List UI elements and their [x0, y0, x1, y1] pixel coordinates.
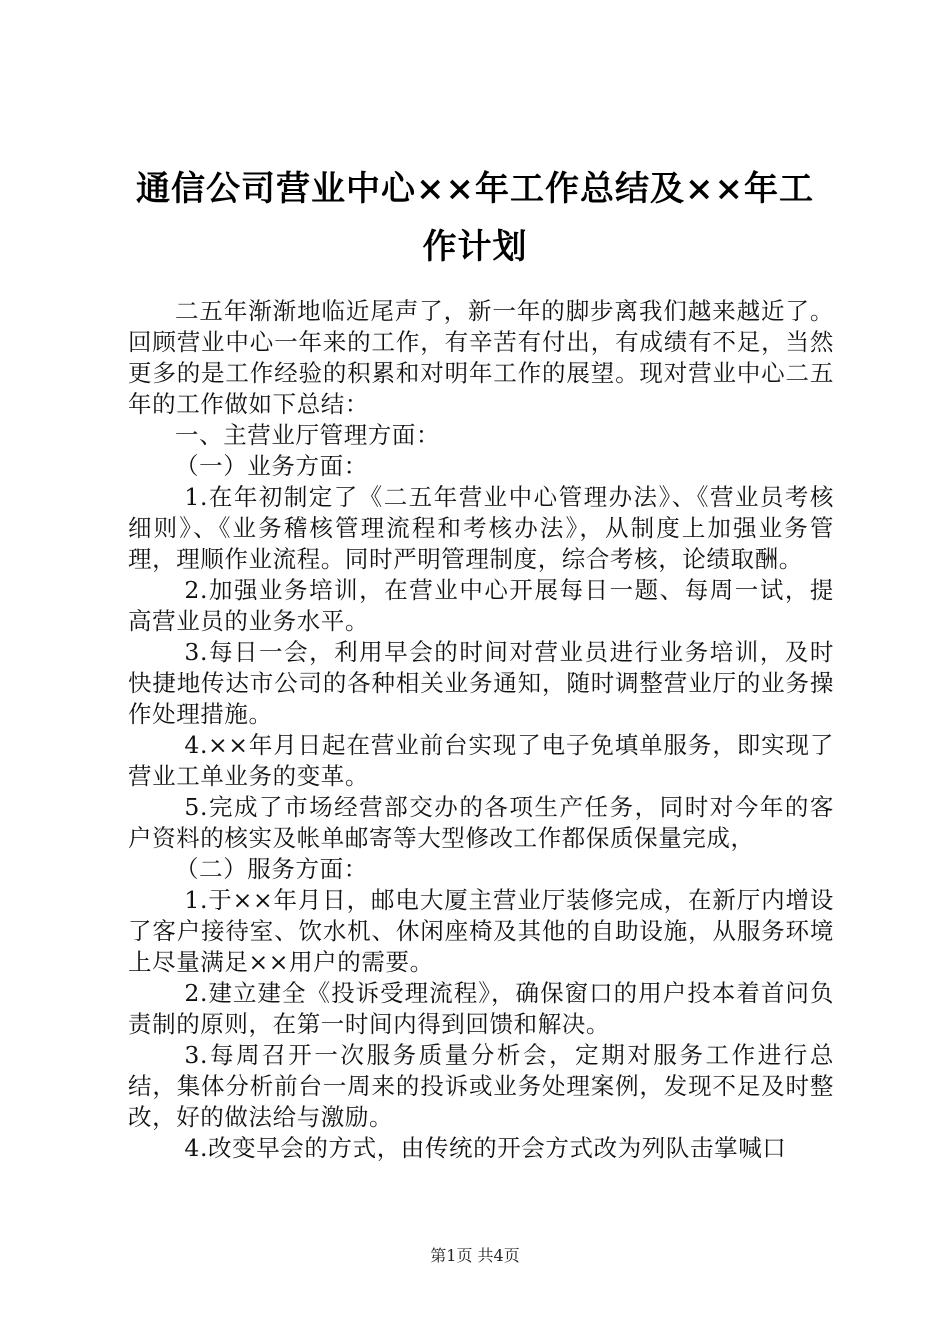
paragraph: 2.建立建全《投诉受理流程》，确保窗口的用户投本着首问负责制的原则，在第一时间内得到回馈和解决。: [128, 979, 834, 1038]
document-title: 通信公司营业中心××年工作总结及××年工作计划: [136, 169, 814, 267]
paragraph: （一）业务方面：: [175, 452, 368, 480]
document-body: [128, 296, 834, 1164]
paragraph: 一、主营业厅管理方面：: [175, 421, 441, 449]
paragraph: 4.××年月日起在营业前台实现了电子免填单服务，即实现了营业工单业务的变革。: [128, 731, 834, 790]
paragraph: 1.于××年月日，邮电大厦主营业厅装修完成，在新厅内增设了客户接待室、饮水机、休闲座椅及其他的自助设施，从服务环境上尽量满足××用户的需要。: [128, 886, 834, 976]
paragraph: （二）服务方面：: [175, 855, 368, 883]
paragraph: 3.每周召开一次服务质量分析会，定期对服务工作进行总结，集体分析前台一周来的投诉或业务处理案例，发现不足及时整改，好的做法给与激励。: [128, 1041, 834, 1131]
paragraph: 二五年渐渐地临近尾声了，新一年的脚步离我们越来越近了。回顾营业中心一年来的工作，有辛苦有付出，有成绩有不足，当然更多的是工作经验的积累和对明年工作的展望。现对营业中心二五年的工作做如下总结：: [128, 297, 834, 418]
paragraph: 3.每日一会，利用早会的时间对营业员进行业务培训，及时快捷地传达市公司的各种相关业务通知，随时调整营业厅的业务操作处理措施。: [128, 638, 834, 728]
page-footer: 第1页 共4页: [430, 1246, 520, 1265]
paragraph: 2.加强业务培训，在营业中心开展每日一题、每周一试，提高营业员的业务水平。: [128, 576, 834, 635]
paragraph: 4.改变早会的方式，由传统的开会方式改为列队击掌喊口: [184, 1134, 787, 1162]
paragraph: 1.在年初制定了《二五年营业中心管理办法》、《营业员考核细则》、《业务稽核管理流程和考核办法》，从制度上加强业务管理，理顺作业流程。同时严明管理制度，综合考核，论绩取酬。: [128, 483, 834, 573]
paragraph: 5.完成了市场经营部交办的各项生产任务，同时对今年的客户资料的核实及帐单邮寄等大型修改工作都保质保量完成，: [128, 793, 834, 852]
